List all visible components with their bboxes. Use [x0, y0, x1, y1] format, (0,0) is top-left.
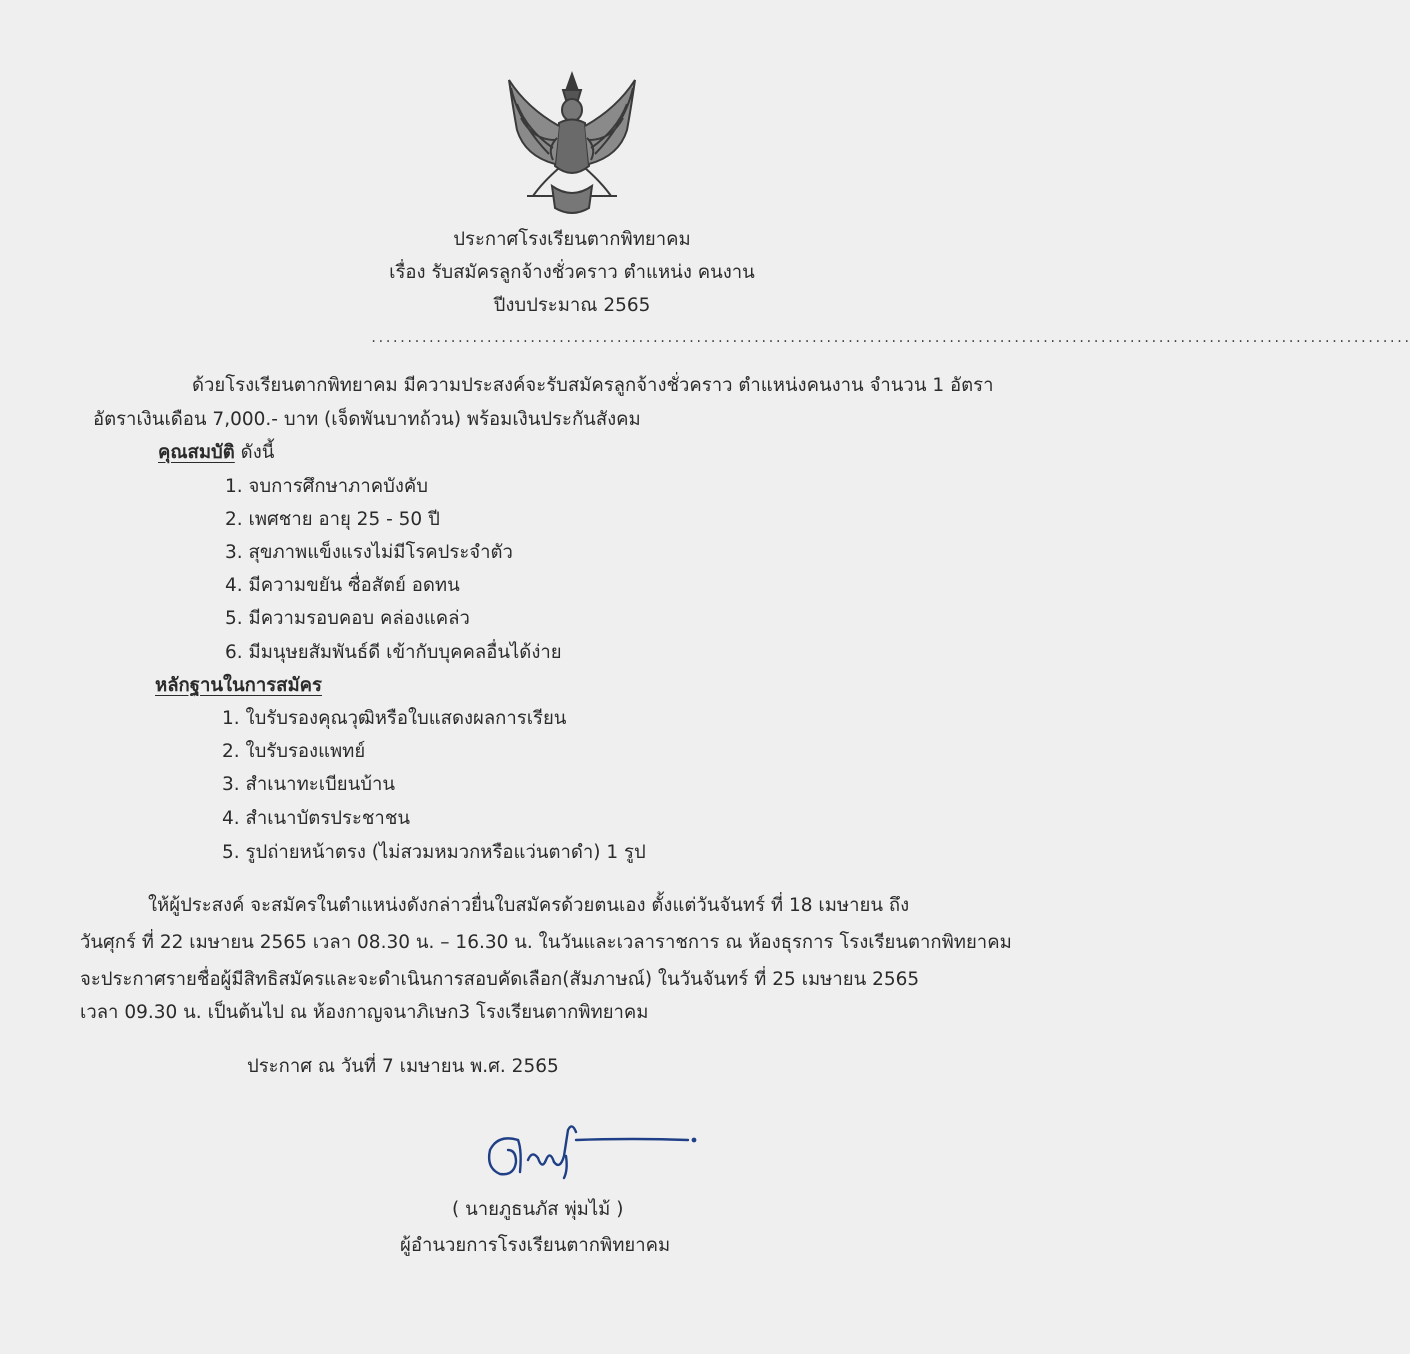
document-item: 5. รูปถ่ายหน้าตรง (ไม่สวมหมวกหรือแว่นตาดำ) 1 รูป	[222, 842, 646, 863]
qualification-item: 6. มีมนุษยสัมพันธ์ดี เข้ากับบุคคลอื่นได้ง่าย	[225, 642, 562, 663]
qualification-item: 2. เพศชาย อายุ 25 - 50 ปี	[225, 509, 440, 530]
fiscal-year: ปีงบประมาณ 2565	[493, 295, 651, 316]
signature-icon	[478, 1120, 703, 1182]
announce-date: ประกาศ ณ วันที่ 7 เมษายน พ.ศ. 2565	[247, 1056, 559, 1077]
dotted-divider: ................................................................................................................................................	[370, 331, 1410, 345]
qualification-item: 3. สุขภาพแข็งแรงไม่มีโรคประจำตัว	[225, 542, 513, 563]
application-line-1: ให้ผู้ประสงค์ จะสมัครในตำแหน่งดังกล่าวยื่นใบสมัครด้วยตนเอง ตั้งแต่วันจันทร์ ที่ 18 เมษายน ถึง	[148, 895, 910, 916]
application-line-3: จะประกาศรายชื่อผู้มีสิทธิสมัครและจะดำเนินการสอบคัดเลือก(สัมภาษณ์) ในวันจันทร์ ที่ 25 เมษายน 2565	[80, 969, 920, 990]
document-item: 2. ใบรับรองแพทย์	[222, 741, 366, 762]
qualifications-heading: คุณสมบัติ	[158, 442, 235, 463]
signatory-position: ผู้อำนวยการโรงเรียนตากพิทยาคม	[400, 1235, 671, 1256]
application-line-4: เวลา 09.30 น. เป็นต้นไป ณ ห้องกาญจนาภิเษก3 โรงเรียนตากพิทยาคม	[80, 1002, 649, 1023]
qualification-item: 4. มีความขยัน ซื่อสัตย์ อดทน	[225, 575, 460, 596]
document-item: 4. สำเนาบัตรประชาชน	[222, 808, 411, 829]
garuda-emblem-icon	[497, 68, 647, 220]
qualification-item: 1. จบการศึกษาภาคบังคับ	[225, 476, 429, 497]
announcement-subject: เรื่อง รับสมัครลูกจ้างชั่วคราว ตำแหน่ง คนงาน	[389, 262, 755, 283]
document-item: 3. สำเนาทะเบียนบ้าน	[222, 774, 396, 795]
application-line-2: วันศุกร์ ที่ 22 เมษายน 2565 เวลา 08.30 น. – 16.30 น. ในวันและเวลาราชการ ณ ห้องธุรการ โรงเรียนตากพิทยาคม	[80, 932, 1012, 953]
qualification-item: 5. มีความรอบคอบ คล่องแคล่ว	[225, 608, 470, 629]
documents-heading: หลักฐานในการสมัคร	[155, 675, 322, 696]
signatory-name: ( นายภูธนภัส พุ่มไม้ )	[452, 1199, 624, 1220]
announcement-title: ประกาศโรงเรียนตากพิทยาคม	[453, 229, 691, 250]
qualifications-heading-row	[158, 440, 274, 466]
document-item: 1. ใบรับรองคุณวุฒิหรือใบแสดงผลการเรียน	[222, 708, 567, 729]
intro-line-1: ด้วยโรงเรียนตากพิทยาคม มีความประสงค์จะรับสมัครลูกจ้างชั่วคราว ตำแหน่งคนงาน จำนวน 1 อัตรา	[192, 375, 994, 396]
qualifications-heading-suffix: ดังนี้	[234, 442, 275, 463]
intro-line-2: อัตราเงินเดือน 7,000.- บาท (เจ็ดพันบาทถ้วน) พร้อมเงินประกันสังคม	[93, 409, 641, 430]
